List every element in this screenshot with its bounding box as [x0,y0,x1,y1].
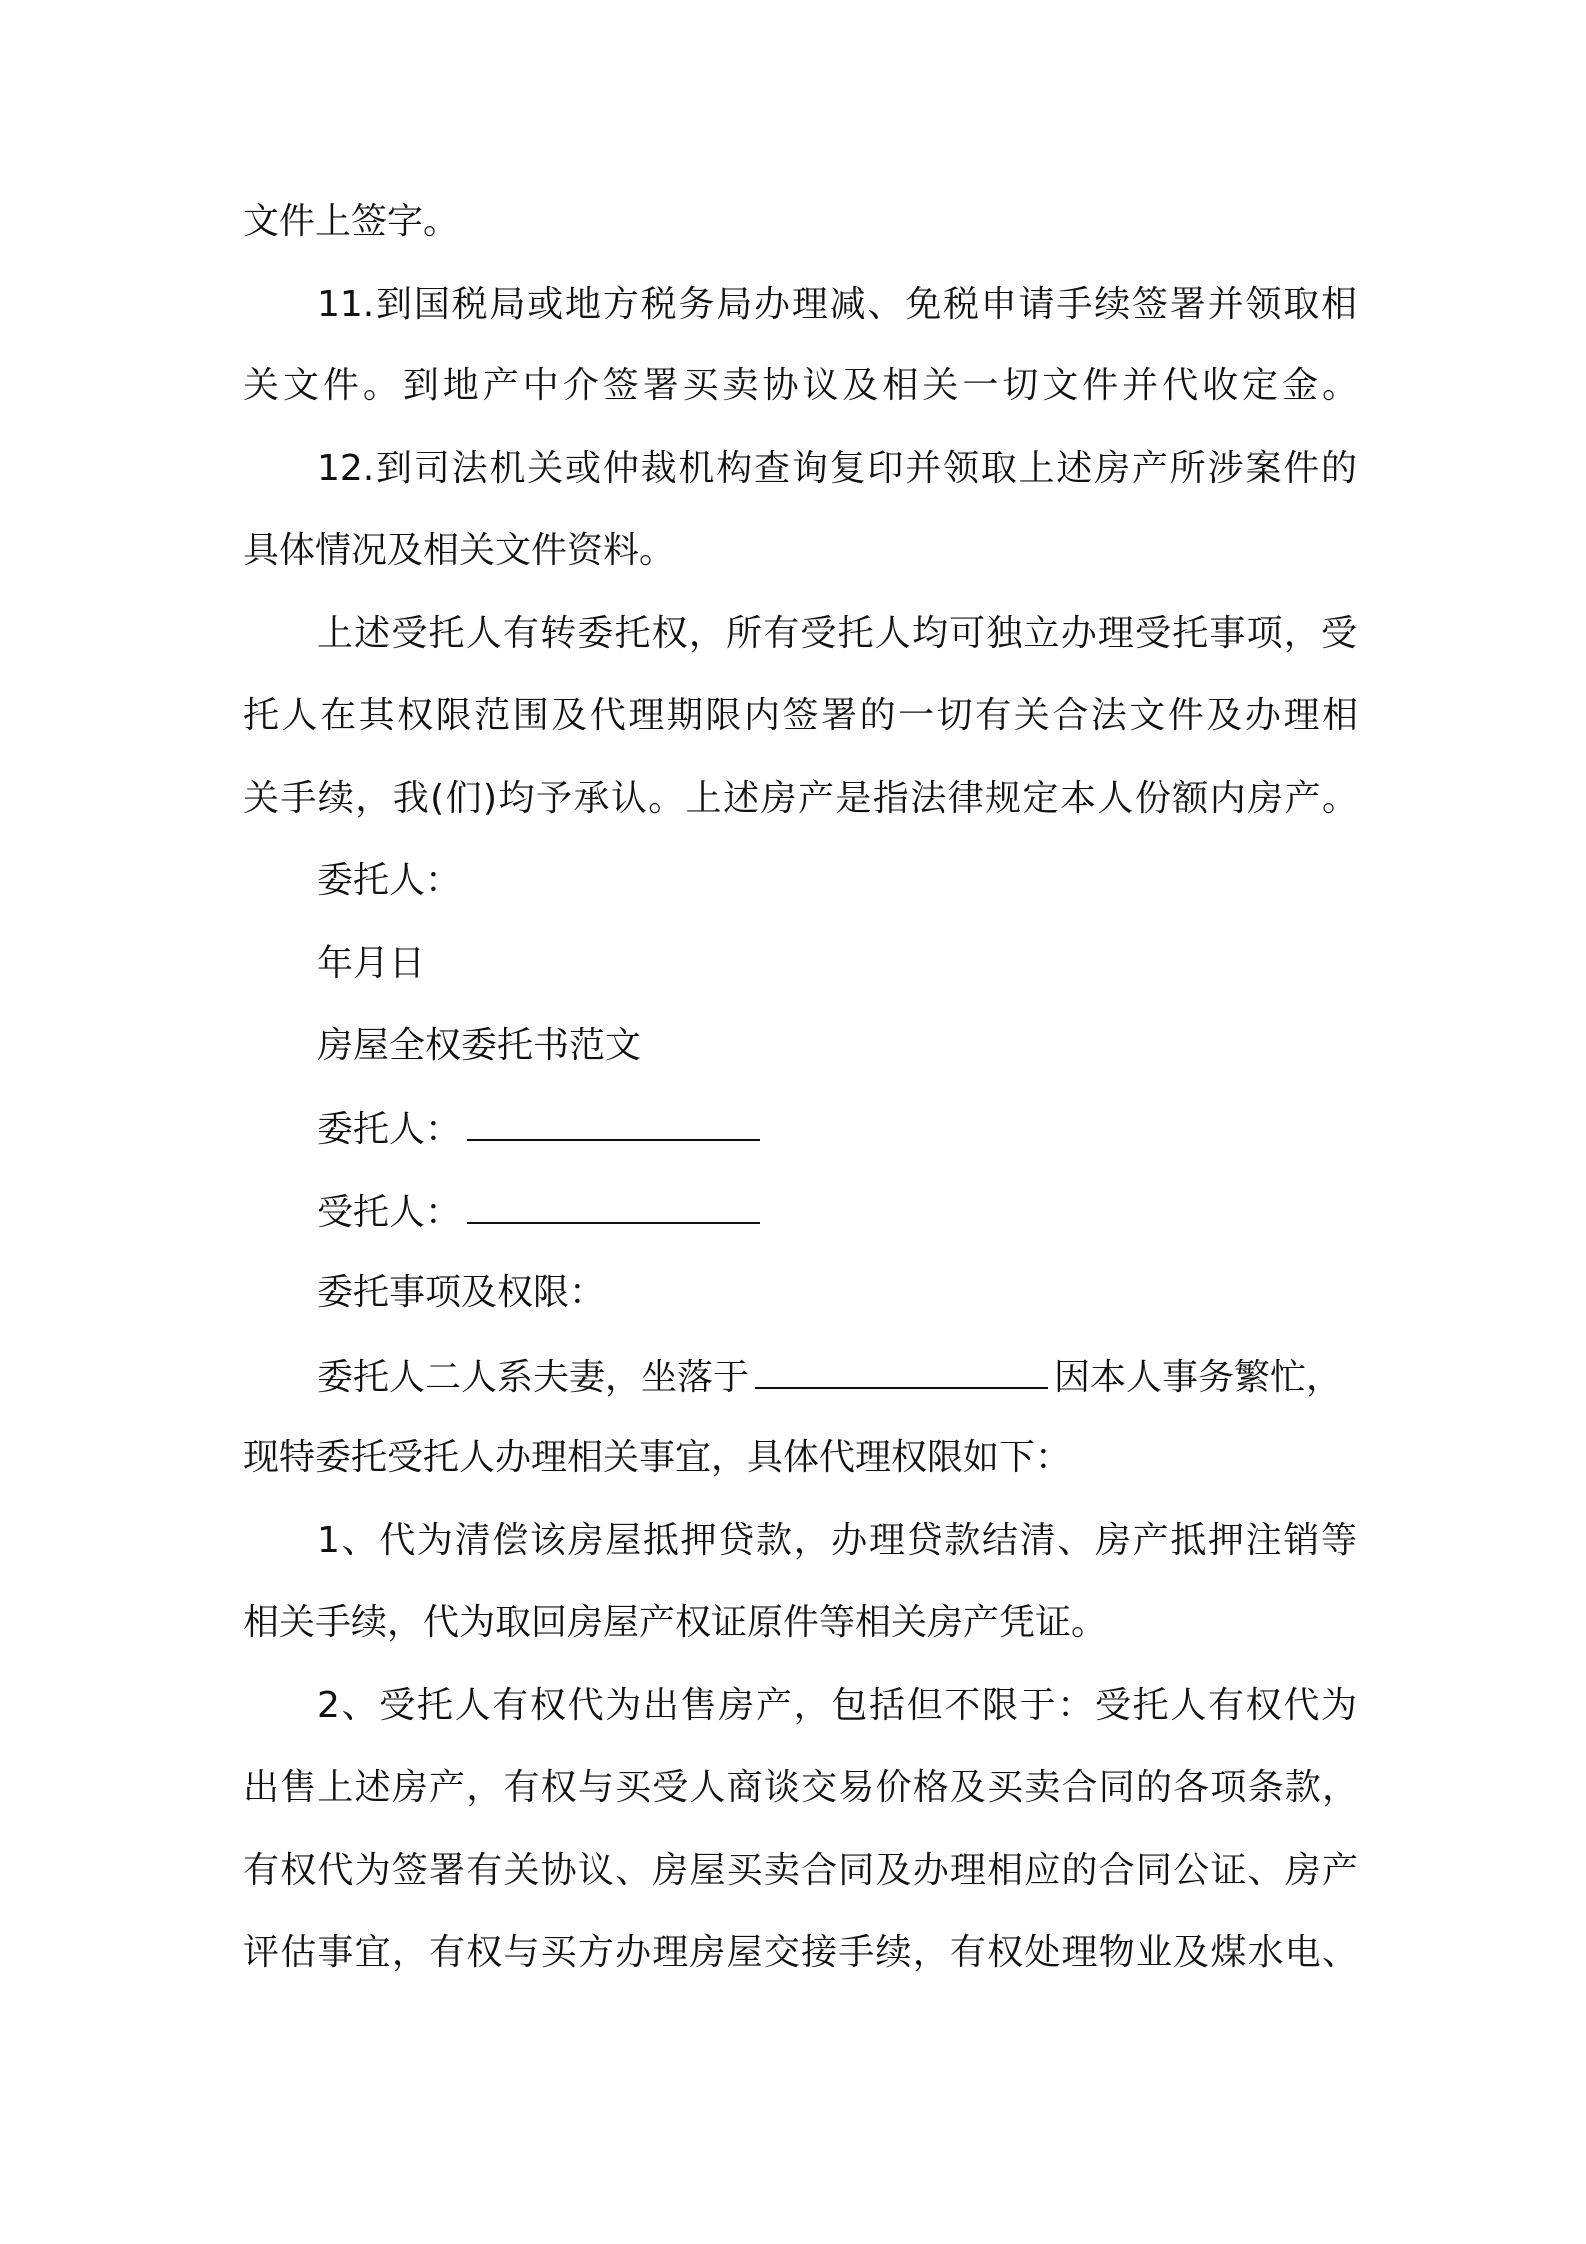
spouse-fill-line [317,1353,1357,1399]
spouse-suffix: 因本人事务繁忙， [1054,1357,1343,1398]
paragraph-line: 托人在其权限范围及代理期限内签署的一切有关合法文件及办理相 [243,695,1358,736]
section-title: 房屋全权委托书范文 [317,1025,642,1066]
principal-fill-line [317,1105,1357,1151]
paragraph-line: 现特委托受托人办理相关事宜，具体代理权限如下： [243,1437,1072,1478]
paragraph-line: 文件上签字。 [243,201,460,242]
paragraph-line: 具体情况及相关文件资料。 [243,530,676,571]
agent-blank [467,1188,760,1224]
signature-date-label: 年月日 [317,943,426,984]
agent-fill-line [317,1188,1357,1234]
paragraph-line: 1、代为清偿该房屋抵押贷款，办理贷款结清、房产抵押注销等 [317,1520,1357,1561]
principal-label: 委托人： [317,1109,462,1150]
paragraph-line: 11.到国税局或地方税务局办理减、免税申请手续签署并领取相 [317,284,1357,325]
principal-blank [467,1105,760,1141]
paragraph-line: 关手续，我(们)均予承认。上述房产是指法律规定本人份额内房产。 [243,778,1358,819]
signature-principal-label: 委托人： [317,860,462,901]
paragraph-line: 12.到司法机关或仲裁机构查询复印并领取上述房产所涉案件的 [317,448,1357,489]
location-blank [755,1353,1048,1389]
paragraph-line: 2、受托人有权代为出售房产，包括但不限于：受托人有权代为 [317,1685,1357,1726]
spouse-prefix: 委托人二人系夫妻，坐落于 [317,1357,750,1398]
authority-heading: 委托事项及权限： [317,1272,606,1313]
agent-label: 受托人： [317,1192,462,1233]
paragraph-line: 评估事宜，有权与买方办理房屋交接手续，有权处理物业及煤水电、 [243,1932,1358,1973]
paragraph-line: 关文件。到地产中介签署买卖协议及相关一切文件并代收定金。 [243,365,1358,406]
paragraph-line: 上述受托人有转委托权，所有受托人均可独立办理受托事项，受 [317,613,1357,654]
paragraph-line: 相关手续，代为取回房屋产权证原件等相关房产凭证。 [243,1602,1108,1643]
paragraph-line: 有权代为签署有关协议、房屋买卖合同及办理相应的合同公证、房产 [243,1850,1358,1891]
paragraph-line: 出售上述房产，有权与买受人商谈交易价格及买卖合同的各项条款， [243,1767,1358,1808]
